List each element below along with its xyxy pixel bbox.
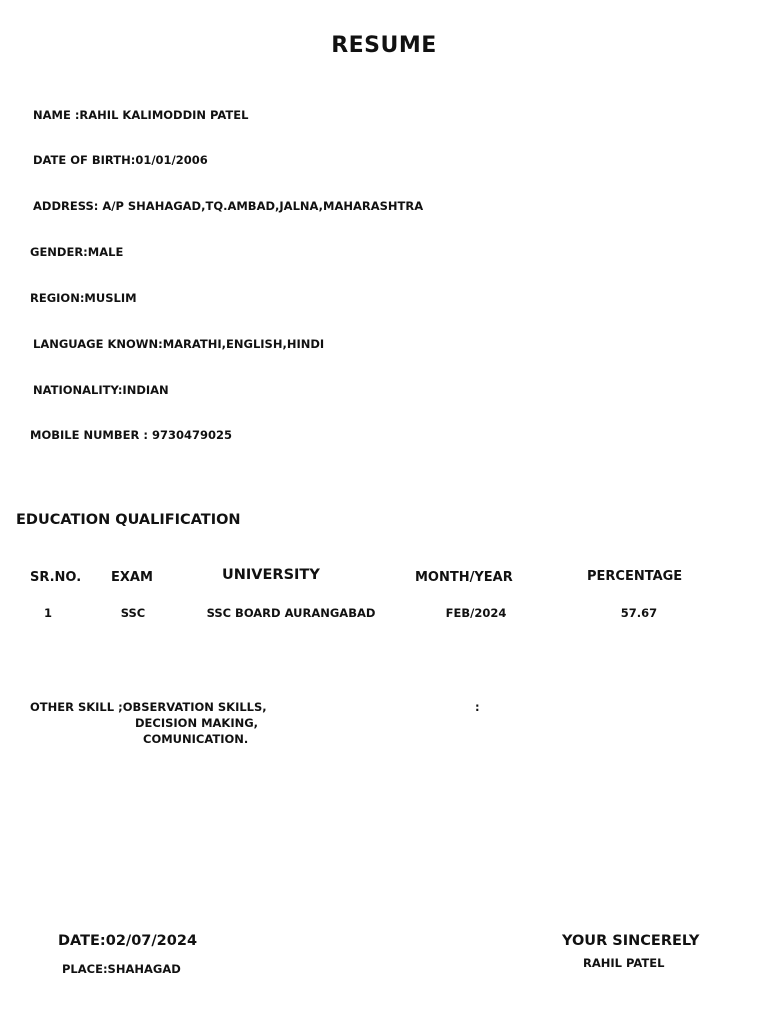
place-line: PLACE:SHAHAGAD — [62, 962, 181, 976]
mobile-number-field: MOBILE NUMBER : 9730479025 — [30, 428, 232, 442]
column-header-month-year: MONTH/YEAR — [415, 570, 513, 585]
row-exam-cell: SSC — [120, 606, 146, 620]
region-field: REGION:MUSLIM — [30, 291, 137, 305]
row-percentage-cell: 57.67 — [620, 606, 658, 620]
column-header-exam: EXAM — [111, 570, 153, 585]
column-header-percentage: PERCENTAGE — [587, 569, 683, 584]
other-skills-line-3: COMUNICATION. — [143, 732, 249, 746]
nationality-field: NATIONALITY:INDIAN — [33, 383, 169, 397]
date-line: DATE:02/07/2024 — [58, 933, 198, 949]
column-header-university: UNIVERSITY — [222, 567, 320, 583]
row-month-year-cell: FEB/2024 — [445, 606, 507, 620]
closing-line: YOUR SINCERELY — [562, 933, 700, 949]
education-heading: EDUCATION QUALIFICATION — [16, 512, 241, 528]
row-university-cell: SSC BOARD AURANGABAD — [206, 606, 376, 620]
signature-name: RAHIL PATEL — [583, 956, 665, 970]
name-field: NAME :RAHIL KALIMODDIN PATEL — [33, 108, 249, 122]
row-srno-cell: 1 — [43, 606, 52, 620]
other-skills-line-2: DECISION MAKING, — [135, 716, 259, 730]
other-skills-line-1: OTHER SKILL ;OBSERVATION SKILLS, — [30, 700, 267, 714]
date-of-birth-field: DATE OF BIRTH:01/01/2006 — [33, 153, 208, 167]
gender-field: GENDER:MALE — [30, 245, 124, 259]
page-title: RESUME — [331, 33, 437, 58]
language-field: LANGUAGE KNOWN:MARATHI,ENGLISH,HINDI — [33, 337, 325, 351]
stray-colon: : — [475, 700, 480, 714]
column-header-srno: SR.NO. — [30, 570, 82, 585]
address-field: ADDRESS: A/P SHAHAGAD,TQ.AMBAD,JALNA,MAHARASHTRA — [33, 199, 424, 213]
